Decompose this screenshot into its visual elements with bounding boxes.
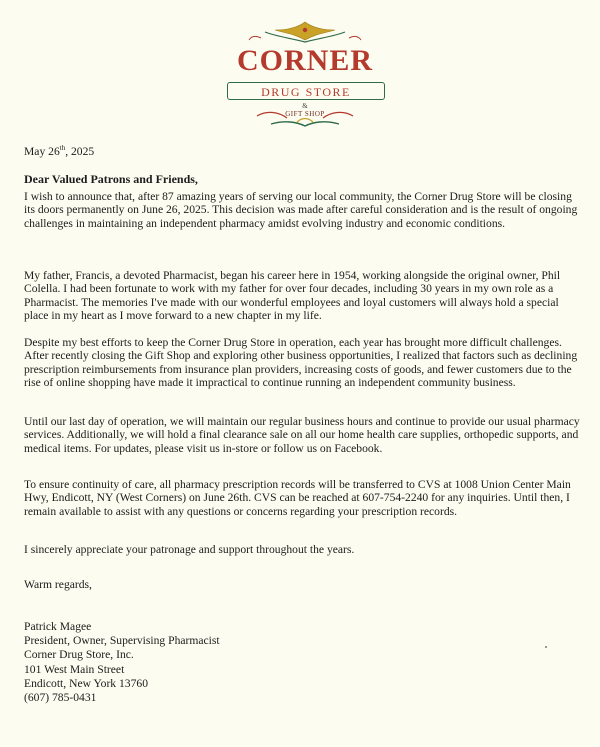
logo-subtitle: DRUG STORE (261, 85, 351, 99)
signature-street: 101 West Main Street (24, 662, 125, 676)
date-year: , 2025 (65, 145, 95, 158)
signature-title: President, Owner, Supervising Pharmacist (24, 634, 220, 648)
date-suffix: th (59, 144, 66, 153)
letter-greeting: Dear Valued Patrons and Friends, (24, 172, 198, 186)
date-prefix: May 26 (24, 145, 60, 158)
letter-closing: Warm regards, (24, 578, 92, 591)
letter-paragraph: Despite my best efforts to keep the Corner Drug Store in operation, each year has brought more difficult challenges. After recently closing the Gift Shop and exploring other business opportunities, I realized that factors such as declining prescription reimbursements from insurance plan providers, increasing costs of goods, and fewer customers due to the rise of online shopping have made it impractical to continue running an independent community business. (24, 336, 578, 390)
letter-paragraph: Until our last day of operation, we will maintain our regular business hours and continue to provide our usual pharmacy services. Additionally, we will hold a final clearance sale on all our home health care supplies, orthopedic supports, and medical items. For updates, please visit us in-store or follow us on Facebook. (24, 415, 580, 455)
logo-subtitle-frame (227, 82, 385, 100)
signature-block (24, 620, 584, 705)
scan-speck (545, 646, 547, 648)
store-logo (205, 18, 405, 128)
signature-company: Corner Drug Store, Inc. (24, 648, 134, 662)
logo-gift-shop: GIFT SHOP (285, 110, 325, 118)
letter-date (24, 145, 584, 158)
signature-name: Patrick Magee (24, 620, 92, 633)
signature-phone: (607) 785-0431 (24, 691, 97, 705)
letter-paragraph: My father, Francis, a devoted Pharmacist, began his career here in 1954, working alongside the original owner, Phil Colella. I had been fortunate to work with my father for over four decades, including 30 years in my own role as a Pharmacist. The memories I've made with our wonderful employees and loyal customers will always hold a special place in my heart as I move forward to a new chapter in my life. (24, 269, 561, 323)
logo-title: CORNER (236, 44, 373, 77)
letter-paragraph: I sincerely appreciate your patronage and support throughout the years. (24, 543, 355, 556)
letter-paragraph: I wish to announce that, after 87 amazing years of serving our local community, the Corner Drug Store will be closing its doors permanently on June 26, 2025. This decision was made after careful consideration and is the result of ongoing challenges in maintaining an independent pharmacy amidst evolving industry and economic conditions. (24, 190, 578, 230)
signature-city: Endicott, New York 13760 (24, 676, 148, 690)
logo-ampersand: & (302, 102, 308, 110)
letter-paragraph: To ensure continuity of care, all pharmacy prescription records will be transferred to CVS at 1008 Union Center Main Hwy, Endicott, NY (West Corners) on June 26th. CVS can be reached at 607-754-2240 for any inquiries. Until then, I remain available to assist with any questions or concerns regarding your prescription records. (24, 478, 571, 518)
